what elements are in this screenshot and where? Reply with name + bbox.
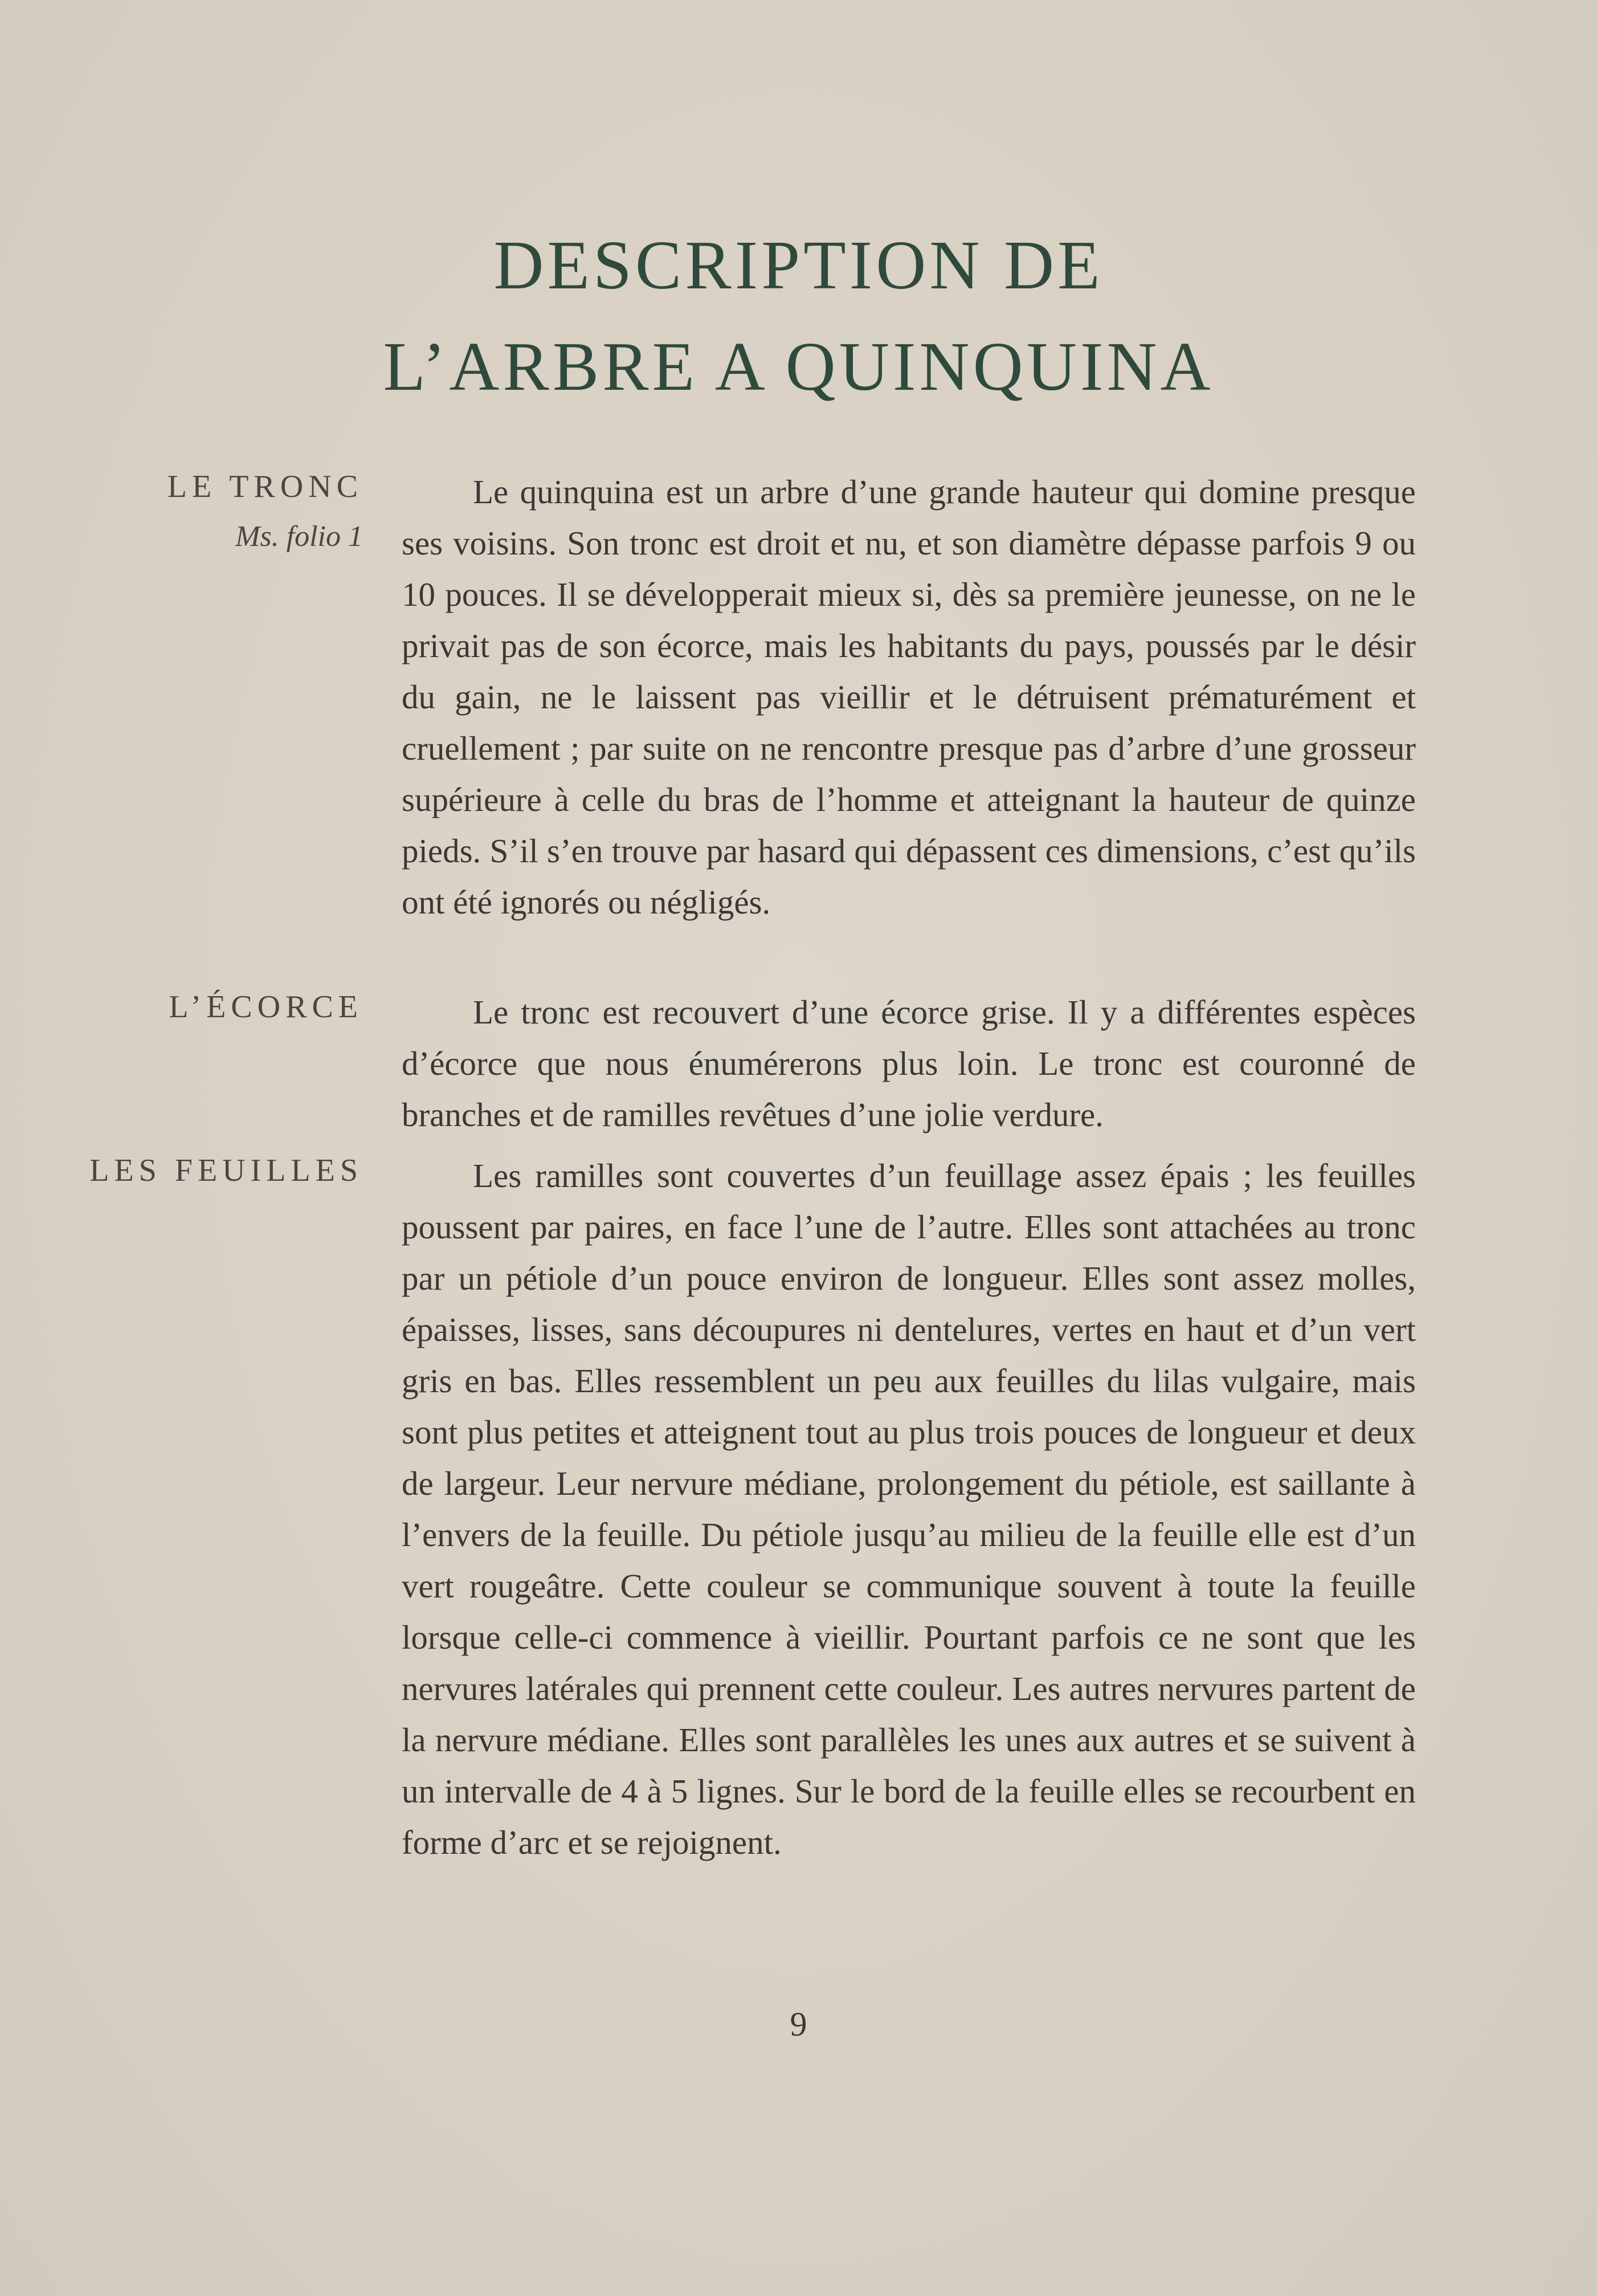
margin-heading-feuilles: LES FEUILLES [89, 1153, 363, 1188]
page-number: 9 [790, 2005, 807, 2043]
paragraph-tronc: Le quinquina est un arbre d’une grande hauteur qui domine presque ses voisins. Son tronc est droit et nu, et son diamètre dépasse parfois 9 ou 10 pouces. Il se développerait mieux si, dès sa première jeunesse, on ne le privait pas de son écorce, mais les habitants du pays, poussés par le désir du gain, ne le laissent pas vieillir et le détruisent prématurément et cruellement ; par suite on ne rencontre presque pas d’arbre d’une grosseur supérieure à celle du bras de l’homme et atteignant la hauteur de quinze pieds. S’il s’en trouve par hasard qui dépassent ces dimensions, c’est qu’ils ont été ignorés ou négligés. [402, 473, 1416, 921]
margin-heading-tronc: LE TRONC [167, 469, 363, 504]
paragraph-feuilles: Les ramilles sont couvertes d’un feuillage assez épais ; les feuilles poussent par paires, en face l’une de l’autre. Elles sont attachées au tronc par un pétiole d’un pouce environ de longueur. Elles sont assez molles, épaisses, lisses, sans découpures ni dentelures, vertes en haut et d’un vert gris en bas. Elles ressemblent un peu aux feuilles du lilas vulgaire, mais sont plus petites et atteignent tout au plus trois pouces de longueur et deux de largeur. Leur nervure médiane, prolongement du pétiole, est saillante à l’envers de la feuille. Du pétiole jusqu’au milieu de la feuille elle est d’un vert rougeâtre. Cette couleur se communique souvent à toute la feuille lorsque celle-ci commence à vieillir. Pourtant parfois ce ne sont que les nervures latérales qui prennent cette couleur. Les autres nervures partent de la nervure médiane. Elles sont parallèles les unes aux autres et se suivent à un intervalle de 4 à 5 lignes. Sur le bord de la feuille elles se recourbent en forme d’arc et se rejoignent. [402, 1157, 1416, 1861]
title-line-1: DESCRIPTION DE [493, 227, 1104, 304]
margin-reference-folio: Ms. folio 1 [235, 520, 363, 553]
margin-heading-ecorce: L’ÉCORCE [169, 989, 363, 1025]
paragraph-ecorce: Le tronc est recouvert d’une écorce grise. Il y a différentes espèces d’écorce que nous énumérerons plus loin. Le tronc est couronné de branches et de ramilles revêtues d’une jolie verdure. [402, 993, 1416, 1133]
title-line-2: L’ARBRE A QUINQUINA [383, 328, 1214, 405]
